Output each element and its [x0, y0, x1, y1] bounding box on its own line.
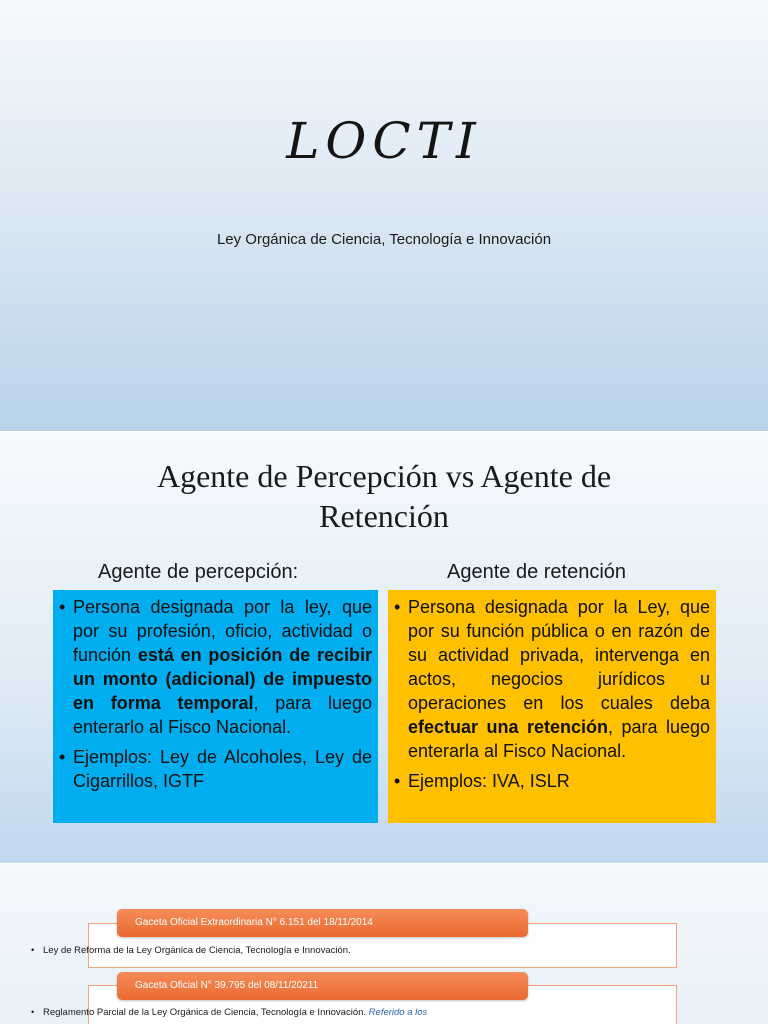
perception-definition	[58, 595, 372, 739]
retention-definition-text: Persona designada por la Ley, que por su función pública o en razón de su actividad privada, intervenga en actos, negocios jurídicos u operaciones en los cuales deba	[408, 597, 710, 713]
perception-box	[53, 590, 378, 823]
retention-definition	[393, 595, 710, 763]
gazette-entry-text	[31, 944, 724, 958]
perception-heading: Agente de percepción:	[98, 561, 299, 583]
comparison-title	[84, 456, 684, 536]
retention-examples: • Ejemplos: IVA, ISLR	[393, 769, 710, 793]
retention-heading: Agente de retención	[447, 561, 627, 583]
gazette-entry-link[interactable]: Referido a los	[368, 1007, 428, 1018]
perception-definition-tail: , para luego enterarlo al Fisco Nacional.	[73, 693, 372, 737]
retention-definition-emphasis: efectuar una retención	[408, 717, 608, 737]
gazette-header: Gaceta Oficial Extraordinaria N° 6.151 del 18/11/2014	[117, 909, 528, 937]
comparison-title-line1: Agente de Percepción vs Agente de	[156, 458, 612, 494]
comparison-slide	[0, 432, 768, 864]
slide-title: LOCTI	[286, 112, 482, 170]
perception-examples: • Ejemplos: Ley de Alcoholes, Ley de Cigarrillos, IGTF	[58, 745, 372, 793]
comparison-title-line2: Retención	[319, 498, 449, 534]
bullet-icon: •	[31, 945, 35, 956]
title-slide	[0, 0, 768, 432]
retention-definition-tail: , para luego enterarla al Fisco Nacional.	[408, 717, 710, 761]
gazette-entry-text	[31, 1006, 724, 1020]
retention-box	[388, 590, 716, 823]
bullet-icon: •	[31, 1007, 35, 1018]
gazette-entry-body: Ley de Reforma de la Ley Orgánica de Ciencia, Tecnología e Innovación.	[43, 945, 351, 956]
gazette-slide	[0, 864, 768, 1024]
gazette-entry-body: Reglamento Parcial de la Ley Orgánica de Ciencia, Tecnología e Innovación.	[43, 1007, 367, 1018]
perception-definition-emphasis: está en posición de recibir un monto (adicional) de impuesto en forma temporal	[73, 645, 373, 713]
slide-subtitle: Ley Orgánica de Ciencia, Tecnología e Innovación	[216, 231, 552, 248]
perception-definition-text: Persona designada por la ley, que por su profesión, oficio, actividad o función	[73, 597, 372, 665]
gazette-header: Gaceta Oficial N° 39.795 del 08/11/20211	[117, 972, 528, 1000]
